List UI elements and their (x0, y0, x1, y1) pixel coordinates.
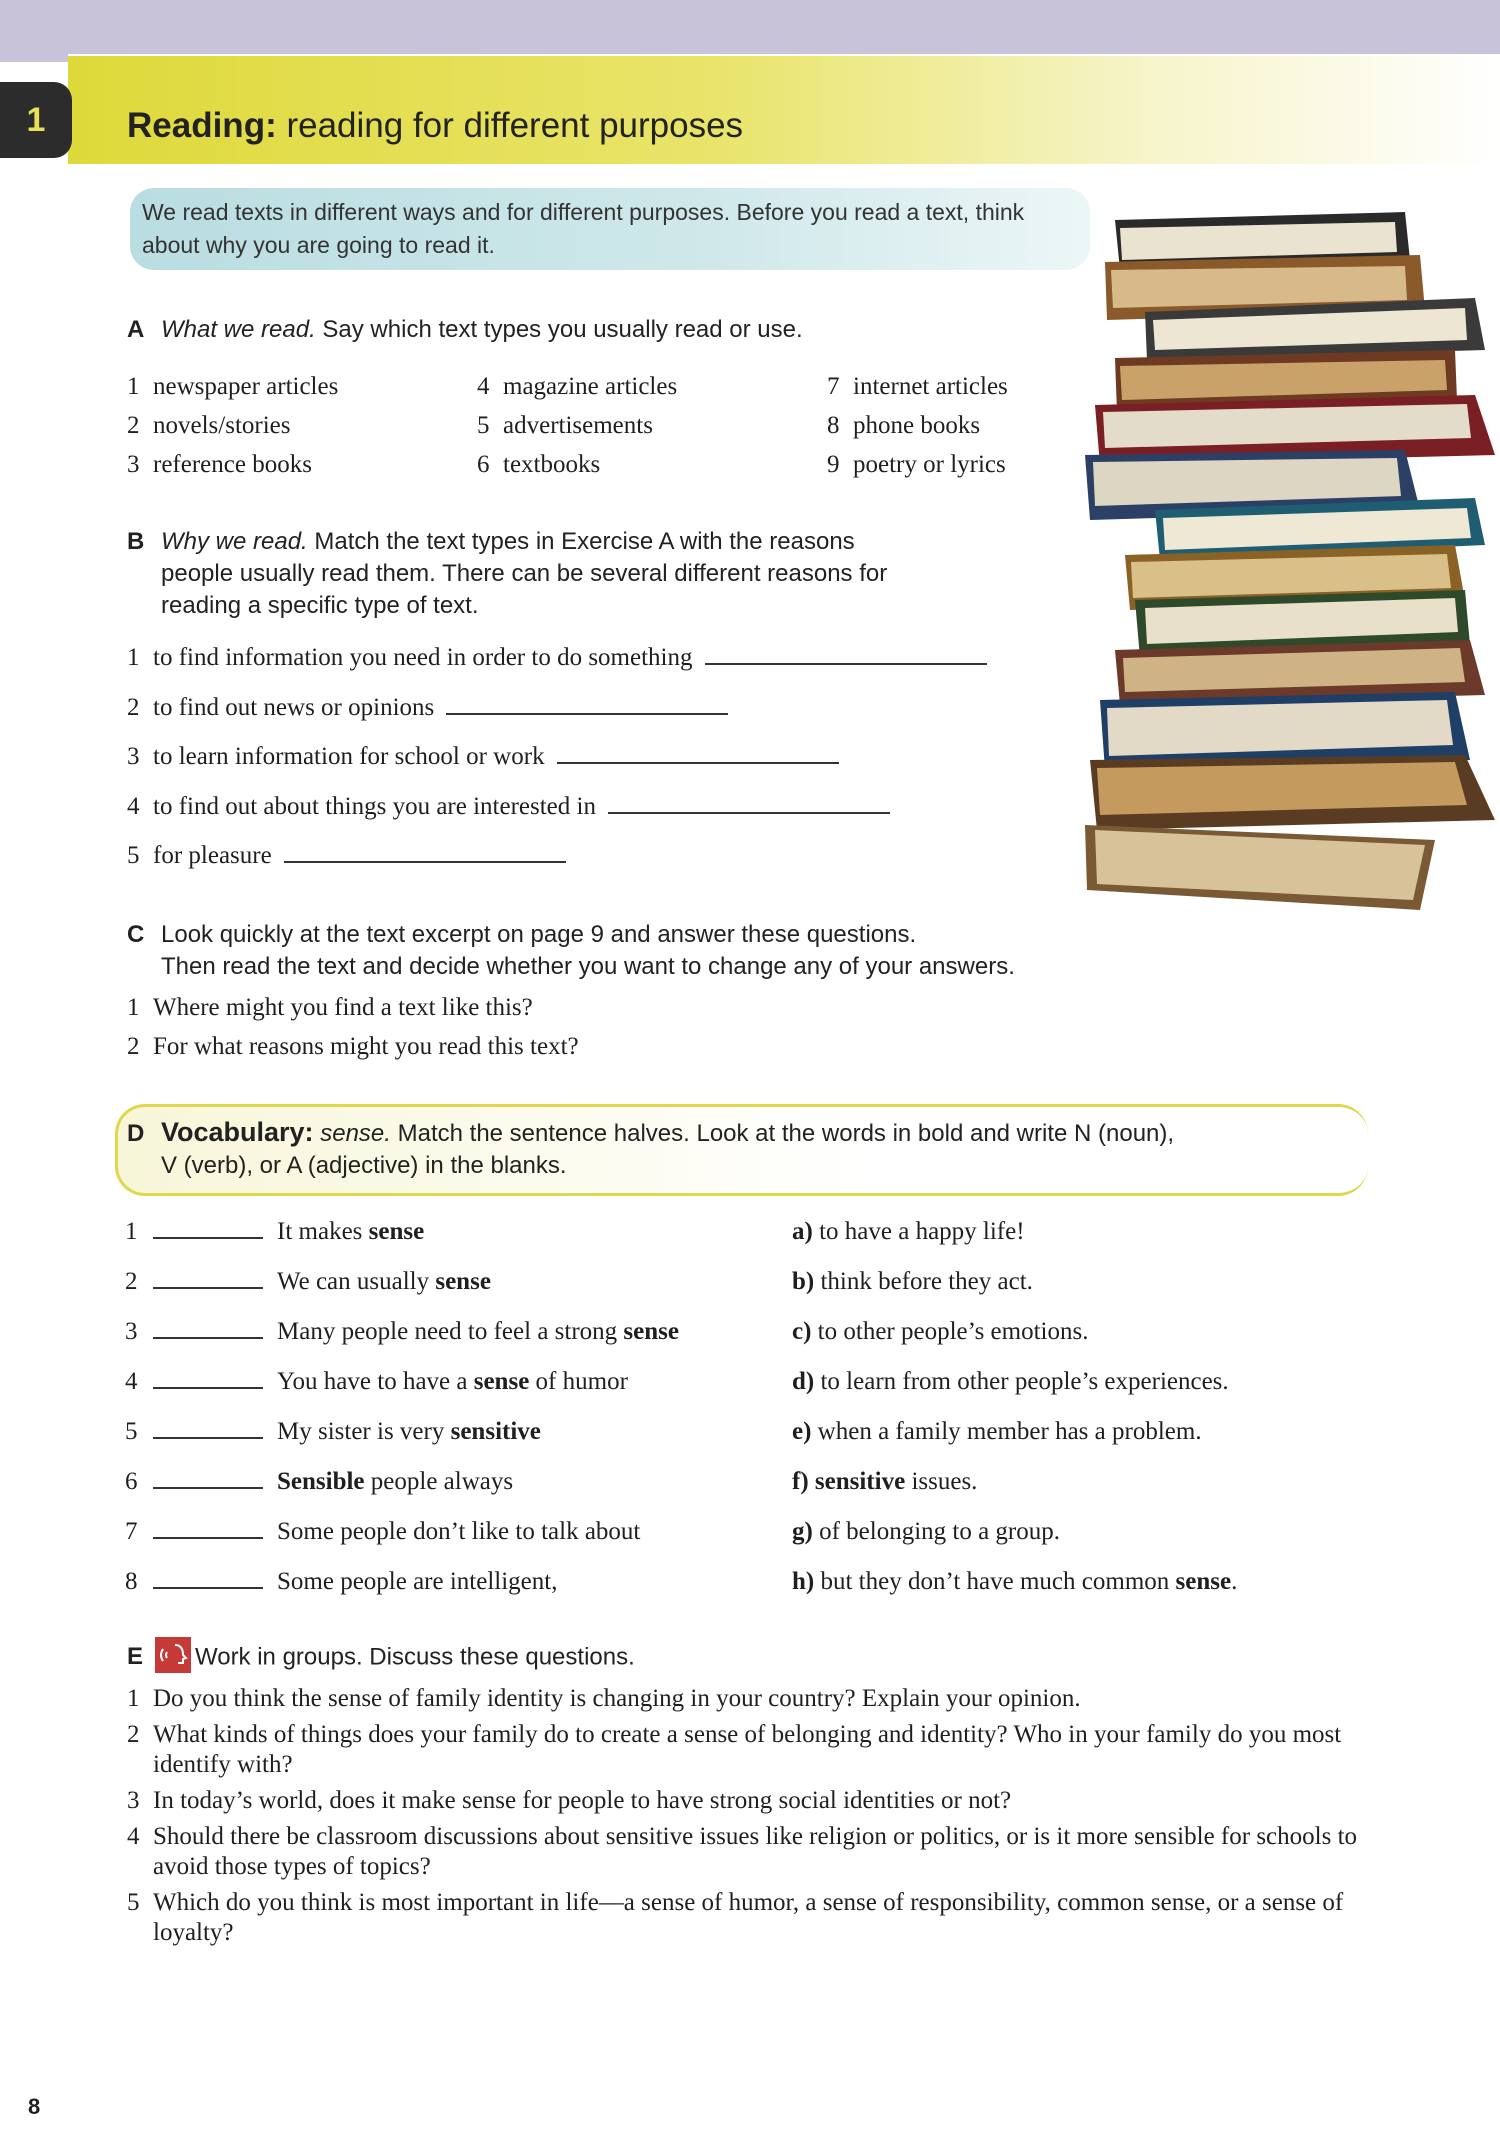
title-bold: Reading: (127, 106, 277, 145)
section-a-col-2 (477, 367, 677, 484)
vocab-sentence-start: 2 We can usually sense (125, 1268, 491, 1295)
unit-number-tab (0, 82, 72, 158)
vocab-sentence-end: e) when a family member has a problem. (792, 1418, 1202, 1445)
section-a-letter: A (127, 316, 145, 343)
answer-blank[interactable] (705, 663, 987, 665)
answer-blank[interactable] (284, 861, 566, 863)
unit-number: 1 (26, 100, 46, 139)
answer-blank[interactable] (153, 1537, 263, 1539)
list-item: 5 advertisements (477, 412, 653, 439)
answer-blank[interactable] (153, 1487, 263, 1489)
answer-blank[interactable] (446, 713, 728, 715)
answer-blank[interactable] (557, 762, 839, 764)
discussion-question: 3 In today’s world, does it make sense for people to have strong social identities or not? (127, 1787, 1012, 1814)
vocab-sentence-end: b) think before they act. (792, 1268, 1033, 1295)
vocab-sentence-start: 3 Many people need to feel a strong sense (125, 1318, 679, 1345)
discussion-question: 4 Should there be classroom discussions about sensitive issues like religion or politics, or is it more sensible for schools to avoid those types of topics? (127, 1823, 1358, 1880)
page-background-top (0, 0, 1500, 62)
answer-blank[interactable] (153, 1237, 263, 1239)
answer-blank[interactable] (153, 1287, 263, 1289)
list-item: 4 magazine articles (477, 373, 678, 400)
section-a-title: What we read. (161, 316, 316, 343)
vocab-sentence-end: c) to other people’s emotions. (792, 1318, 1089, 1345)
vocab-sentence-end: f) sensitive issues. (792, 1468, 978, 1495)
speaking-icon (155, 1637, 191, 1673)
answer-blank[interactable] (153, 1587, 263, 1589)
section-a-col-3 (827, 367, 1008, 484)
section-e-instruction (127, 1640, 635, 1676)
list-item: 7 internet articles (827, 373, 1008, 400)
section-d-title: Vocabulary: (161, 1117, 314, 1147)
list-item: 3 reference books (127, 451, 312, 478)
vocab-sentence-start: 5 My sister is very sensitive (125, 1418, 541, 1445)
section-c-letter: C (127, 921, 145, 948)
vocab-sentence-start: 1 It makes sense (125, 1218, 425, 1245)
section-c-instruction: C Look quickly at the text excerpt on page 9 and answer these questions. Then read the text and decide whether you want to change any of your answers. (127, 921, 1015, 980)
section-d-instruction: D Vocabulary: sense. Match the sentence halves. Look at the words in bold and write N (noun), V (verb), or A (adjective) in the blanks. (127, 1117, 1175, 1179)
vocab-sentence-end: g) of belonging to a group. (792, 1518, 1061, 1545)
discussion-question: 5 Which do you think is most important in life—a sense of humor, a sense of responsibility, common sense, or a sense of loyalty? (127, 1889, 1344, 1946)
section-b-item: 5 for pleasure (127, 842, 566, 876)
list-item: 8 phone books (827, 412, 981, 439)
section-e-text: Work in groups. Discuss these questions. (195, 1643, 635, 1671)
section-c-question: 2 For what reasons might you read this text? (127, 1033, 579, 1060)
vocab-sentence-start: 4 You have to have a sense of humor (125, 1368, 628, 1395)
vocab-sentence-end: h) but they don’t have much common sense. (792, 1568, 1238, 1595)
vocab-sentence-end: a) to have a happy life! (792, 1218, 1025, 1245)
answer-blank[interactable] (153, 1337, 263, 1339)
section-b-item: 4 to find out about things you are interested in (127, 793, 890, 827)
intro-text: We read texts in different ways and for different purposes. Before you read a text, think about why you are going to read it. (142, 199, 1025, 258)
section-a-col-1 (127, 367, 338, 484)
section-a-instruction (127, 314, 803, 346)
section-b-title: Why we read. (161, 528, 308, 555)
page-number: 8 (28, 2094, 41, 2119)
section-a-text: Say which text types you usually read or use. (322, 316, 803, 343)
section-e-letter: E (127, 1643, 144, 1671)
list-item: 2 novels/stories (127, 412, 291, 439)
section-c-question: 1 Where might you find a text like this? (127, 994, 533, 1021)
section-e-questions (127, 1684, 1387, 1954)
list-item: 9 poetry or lyrics (827, 451, 1006, 478)
title-rest: reading for different purposes (286, 106, 744, 145)
section-b-item: 3 to learn information for school or work (127, 743, 839, 777)
book-stack-icon (1085, 212, 1495, 910)
vocab-sentence-end: d) to learn from other people’s experiences. (792, 1368, 1229, 1395)
answer-blank[interactable] (608, 812, 890, 814)
section-b-instruction: B Why we read. Match the text types in Exercise A with the reasons people usually read them. There can be several different reasons for reading a specific type of text. (127, 528, 888, 619)
section-b-letter: B (127, 528, 145, 555)
answer-blank[interactable] (153, 1437, 263, 1439)
discussion-question: 2 What kinds of things does your family do to create a sense of belonging and identity? Who in your family do you most identify with? (127, 1721, 1342, 1778)
page-title (127, 106, 743, 146)
list-item: 1 newspaper articles (127, 373, 339, 400)
vocab-sentence-start: 6 Sensible people always (125, 1468, 514, 1495)
list-item: 6 textbooks (477, 451, 601, 478)
section-d-letter: D (127, 1120, 145, 1147)
section-b-item: 1 to find information you need in order to do something (127, 644, 987, 678)
section-b-item: 2 to find out news or opinions (127, 694, 728, 728)
discussion-question: 1 Do you think the sense of family identity is changing in your country? Explain your opinion. (127, 1685, 1081, 1712)
vocab-sentence-start: 7 Some people don’t like to talk about (125, 1518, 641, 1545)
answer-blank[interactable] (153, 1387, 263, 1389)
vocab-sentence-start: 8 Some people are intelligent, (125, 1568, 558, 1595)
book-stack-illustration (1075, 200, 1500, 940)
